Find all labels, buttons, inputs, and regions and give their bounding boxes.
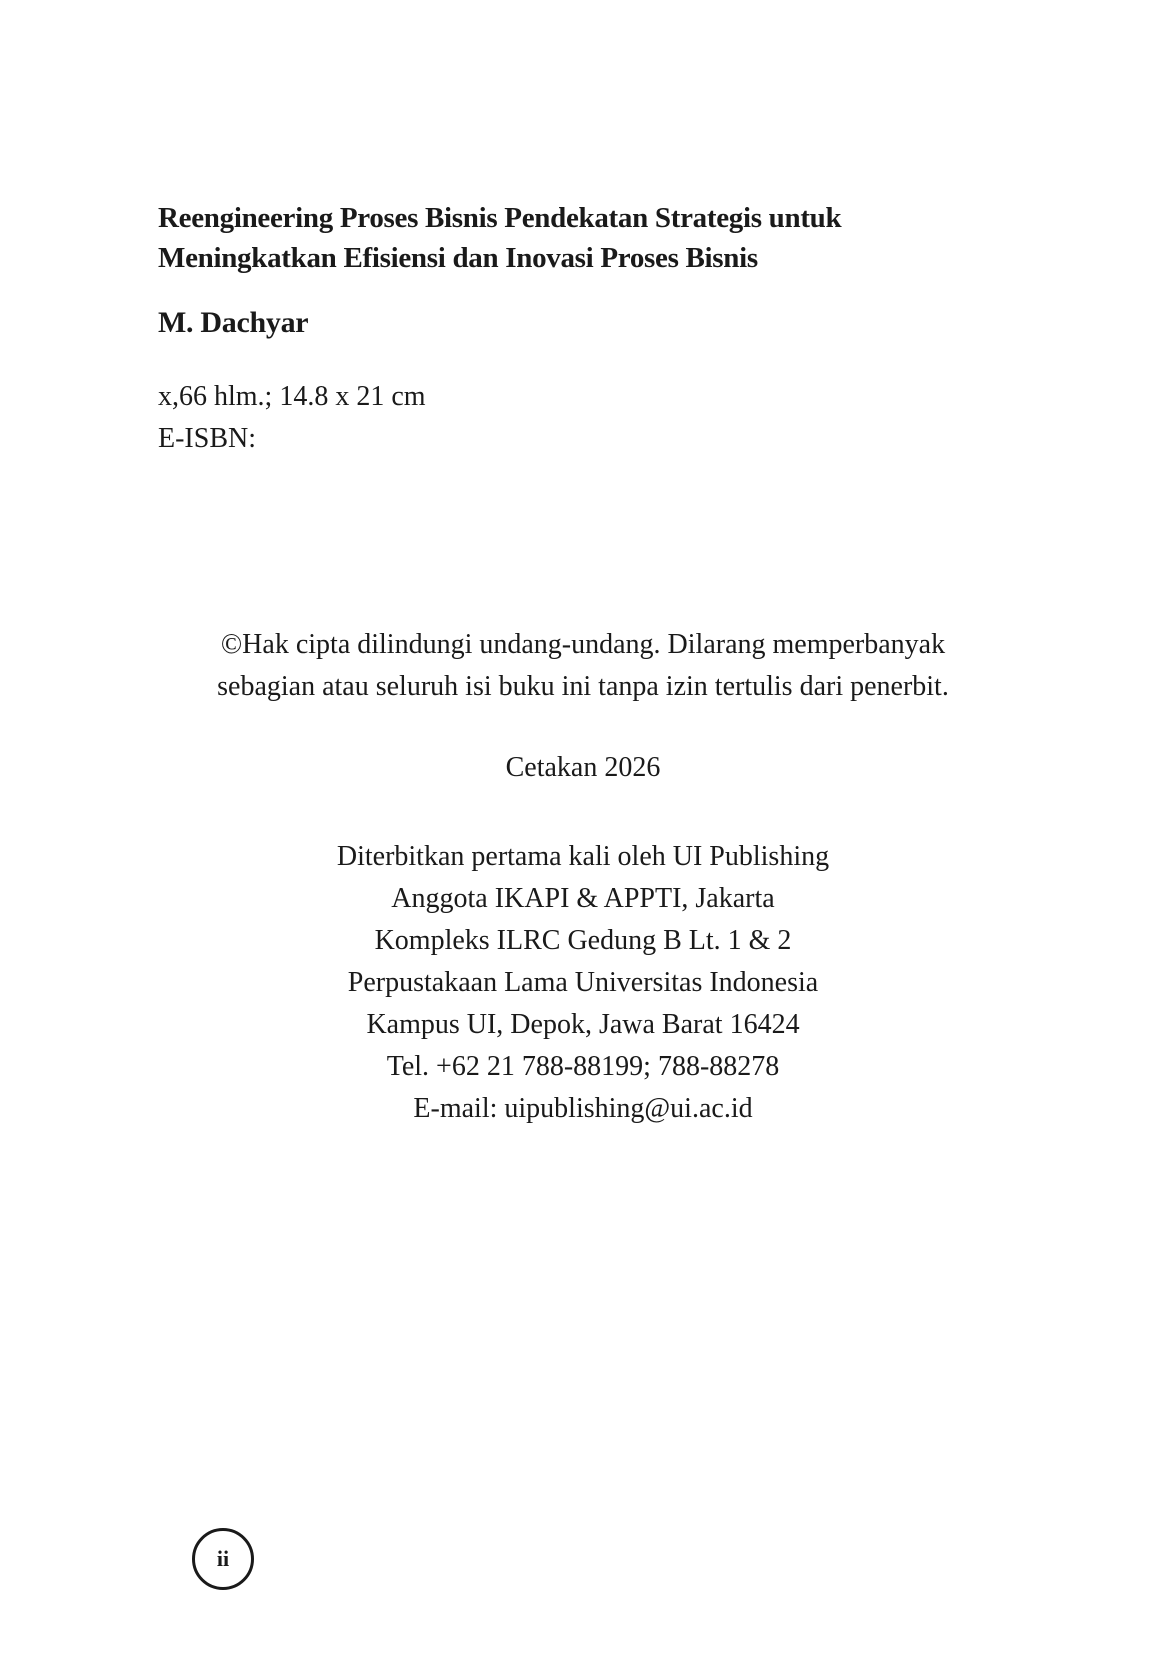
publisher-line-1: Diterbitkan pertama kali oleh UI Publishing bbox=[336, 841, 830, 872]
publisher-line-2: Anggota IKAPI & APPTI, Jakarta bbox=[391, 883, 775, 914]
publisher-line-3: Kompleks ILRC Gedung B Lt. 1 & 2 bbox=[374, 925, 792, 956]
title-block bbox=[158, 198, 1018, 278]
physical-description: x,66 hlm.; 14.8 x 21 cm bbox=[158, 381, 426, 412]
edition-statement: Cetakan 2026 bbox=[505, 752, 661, 783]
book-title bbox=[158, 198, 1018, 278]
isbn-label: E-ISBN: bbox=[158, 423, 256, 454]
copyright-line-1: ©Hak cipta dilindungi undang-undang. Dilarang memperbanyak bbox=[220, 629, 946, 660]
publisher-info bbox=[0, 836, 1166, 1130]
copyright-notice bbox=[0, 624, 1166, 708]
book-author: M. Dachyar bbox=[158, 306, 309, 339]
book-title-line-2: Meningkatkan Efisiensi dan Inovasi Proses Bisnis bbox=[158, 242, 758, 274]
publisher-line-4: Perpustakaan Lama Universitas Indonesia bbox=[347, 967, 819, 998]
publisher-line-7: E-mail: uipublishing@ui.ac.id bbox=[413, 1093, 753, 1124]
page-number: ii bbox=[192, 1528, 254, 1590]
book-metadata bbox=[158, 376, 426, 460]
book-title-line-1: Reengineering Proses Bisnis Pendekatan Strategis untuk bbox=[158, 202, 842, 234]
publisher-line-5: Kampus UI, Depok, Jawa Barat 16424 bbox=[366, 1009, 800, 1040]
publisher-line-6: Tel. +62 21 788-88199; 788-88278 bbox=[386, 1051, 780, 1082]
copyright-line-2: sebagian atau seluruh isi buku ini tanpa izin tertulis dari penerbit. bbox=[217, 671, 949, 702]
